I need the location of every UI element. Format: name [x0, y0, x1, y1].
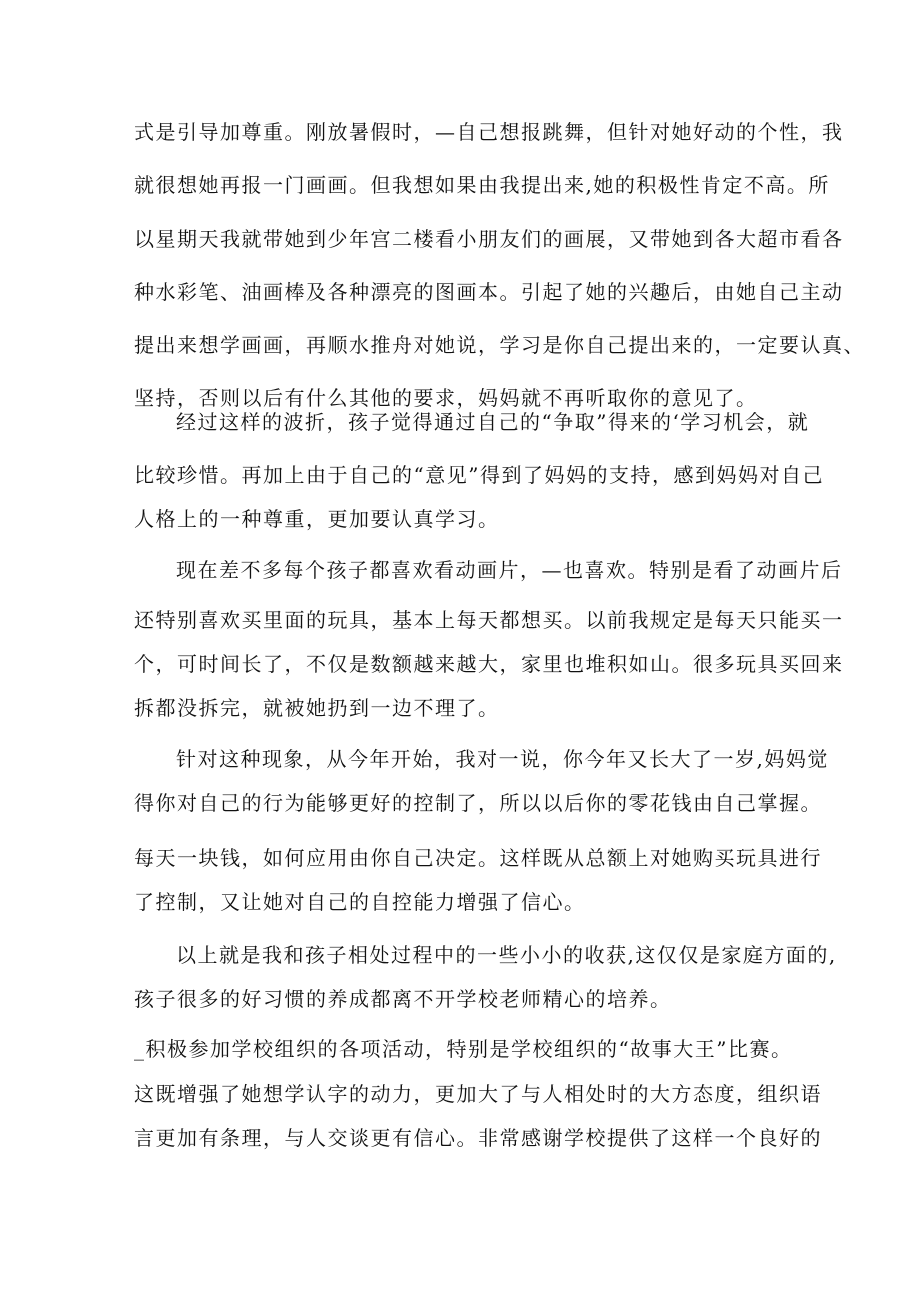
- text-line: 了控制，又让她对自己的自控能力增强了信心。: [134, 890, 586, 914]
- paragraph-first-line: 针对这种现象，从今年开始，我对一说，你今年又长大了一岁,妈妈觉: [176, 747, 829, 771]
- text-line: 比较珍惜。再加上由于自己的“意见”得到了妈妈的支持，感到妈妈对自己: [134, 463, 824, 487]
- text-line: 言更加有条理，与人交谈更有信心。非常感谢学校提供了这样一个良好的: [134, 1126, 822, 1150]
- text-line: 孩子很多的好习惯的养成都离不开学校老师精心的培养。: [134, 987, 672, 1011]
- paragraph-first-line: 现在差不多每个孩子都喜欢看动画片，—也喜欢。特别是看了动画片后: [176, 558, 843, 582]
- text-line: 以星期天我就带她到少年宫二楼看小朋友们的画展，又带她到各大超市看各: [134, 227, 844, 251]
- text-line: 这既增强了她想学认字的动力，更加大了与人相处时的大方态度，组织语: [134, 1082, 822, 1106]
- paragraph-first-line: 以上就是我和孩子相处过程中的一些小小的收获,这仅仅是家庭方面的,: [176, 943, 837, 967]
- text-line: 就很想她再报一门画画。但我想如果由我提出来,她的积极性肯定不高。所: [134, 173, 830, 197]
- text-line: 还特别喜欢买里面的玩具，基本上每天都想买。以前我规定是每天只能买一: [134, 608, 844, 632]
- text-line: 每天一块钱，如何应用由你自己决定。这样既从总额上对她购买玩具进行: [134, 846, 822, 870]
- text-line: _积极参加学校组织的各项活动，特别是学校组织的“故事大王”比赛。: [134, 1037, 793, 1061]
- text-line: 坚持，否则以后有什么其他的要求，妈妈就不再听取你的意见了。: [134, 386, 758, 410]
- text-line: 个，可时间长了，不仅是数额越来越大，家里也堆积如山。很多玩具买回来: [134, 652, 844, 676]
- text-line: 种水彩笔、油画棒及各种漂亮的图画本。引起了她的兴趣后，由她自己主动: [134, 280, 844, 304]
- text-line: 拆都没拆完，就被她扔到一边不理了。: [134, 696, 500, 720]
- text-line: 得你对自己的行为能够更好的控制了，所以以后你的零花钱由自己掌握。: [134, 791, 822, 815]
- text-line: 人格上的一种尊重，更加要认真学习。: [134, 507, 500, 531]
- paragraph-first-line: 经过这样的波折，孩子觉得通过自己的“争取”得来的‘学习机会，就: [176, 410, 810, 434]
- text-line: 式是引导加尊重。刚放暑假时，—自己想报跳舞，但针对她好动的个性，我: [134, 120, 844, 144]
- text-line: 提出来想学画画，再顺水推舟对她说，学习是你自己提出来的，一定要认真、: [134, 333, 865, 357]
